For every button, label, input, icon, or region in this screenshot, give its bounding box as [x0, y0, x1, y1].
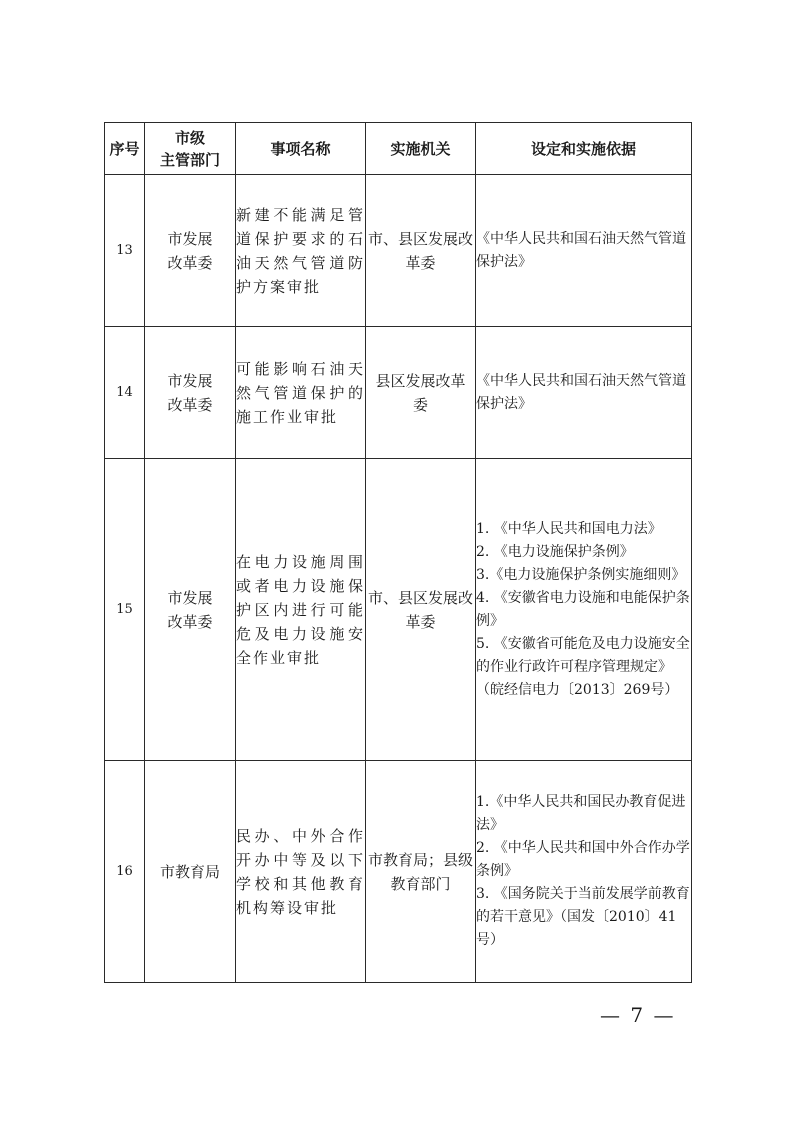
row-seq: 15 — [105, 459, 145, 761]
row-dept-line1: 市发展 — [167, 588, 213, 607]
row-agency — [366, 459, 476, 761]
basis-line: 《中华人民共和国石油天然气管道保护法》 — [476, 230, 686, 270]
basis-line: 2. 《中华人民共和国中外合作办学条例》 — [476, 840, 690, 879]
header-seq: 序号 — [105, 123, 145, 175]
row-dept-line2: 改革委 — [167, 612, 213, 631]
row-agency-line2: 革委 — [405, 253, 436, 272]
row-basis — [476, 761, 692, 983]
basis-line: 1. 《中华人民共和国电力法》 — [476, 520, 662, 537]
row-dept — [145, 761, 236, 983]
row-dept — [145, 175, 236, 327]
basis-line: 1.《中华人民共和国民办教育促进法》 — [476, 794, 686, 833]
basis-line: 《中华人民共和国石油天然气管道保护法》 — [476, 372, 686, 412]
row-basis — [476, 175, 692, 327]
table-header-row — [105, 123, 692, 175]
row-agency-line1: 市教育局；县级 — [367, 850, 473, 869]
row-basis — [476, 327, 692, 459]
row-dept-line1: 市发展 — [167, 371, 213, 390]
row-dept-line2: 改革委 — [167, 395, 213, 414]
basis-line: 4. 《安徽省电力设施和电能保护条例》 — [476, 589, 690, 629]
row-agency-line2: 革委 — [405, 612, 436, 631]
row-agency-line1: 市、县区发展改 — [367, 229, 473, 248]
approval-items-table — [104, 122, 692, 983]
row-dept-line1: 市发展 — [167, 229, 213, 248]
header-dept — [145, 123, 236, 175]
row-item: 可能影响石油天然气管道保护的施工作业审批 — [236, 327, 366, 459]
row-agency-line1: 市、县区发展改 — [367, 588, 473, 607]
row-dept — [145, 459, 236, 761]
row-agency-line2: 委 — [412, 395, 428, 414]
row-agency — [366, 327, 476, 459]
row-agency — [366, 761, 476, 983]
row-item: 民办、中外合作开办中等及以下学校和其他教育机构筹设审批 — [236, 761, 366, 983]
header-dept-line1: 市级 — [174, 128, 205, 147]
header-item: 事项名称 — [236, 123, 366, 175]
table-row — [105, 761, 692, 983]
table-row — [105, 459, 692, 761]
page-number: — 7 — — [600, 1003, 676, 1027]
row-basis — [476, 459, 692, 761]
header-basis: 设定和实施依据 — [476, 123, 692, 175]
row-item: 在电力设施周围或者电力设施保护区内进行可能危及电力设施安全作业审批 — [236, 459, 366, 761]
row-dept-line2: 改革委 — [167, 253, 213, 272]
row-dept — [145, 327, 236, 459]
basis-line: 3.《电力设施保护条例实施细则》 — [476, 566, 686, 583]
row-agency-line2: 教育部门 — [390, 874, 451, 893]
header-agency: 实施机关 — [366, 123, 476, 175]
row-dept-line1: 市教育局 — [159, 862, 220, 881]
basis-line: 5. 《安徽省可能危及电力设施安全的作业行政许可程序管理规定》（皖经信电力〔2013〕269号） — [476, 635, 690, 698]
table-row — [105, 327, 692, 459]
row-item: 新建不能满足管道保护要求的石油天然气管道防护方案审批 — [236, 175, 366, 327]
row-seq: 14 — [105, 327, 145, 459]
basis-line: 3. 《国务院关于当前发展学前教育的若干意见》（国发〔2010〕41号） — [476, 886, 690, 948]
row-agency-line1: 县区发展改革 — [375, 371, 466, 390]
basis-line: 2. 《电力设施保护条例》 — [476, 543, 634, 560]
row-agency — [366, 175, 476, 327]
row-seq: 13 — [105, 175, 145, 327]
header-dept-line2: 主管部门 — [159, 150, 220, 169]
row-seq: 16 — [105, 761, 145, 983]
table-row — [105, 175, 692, 327]
